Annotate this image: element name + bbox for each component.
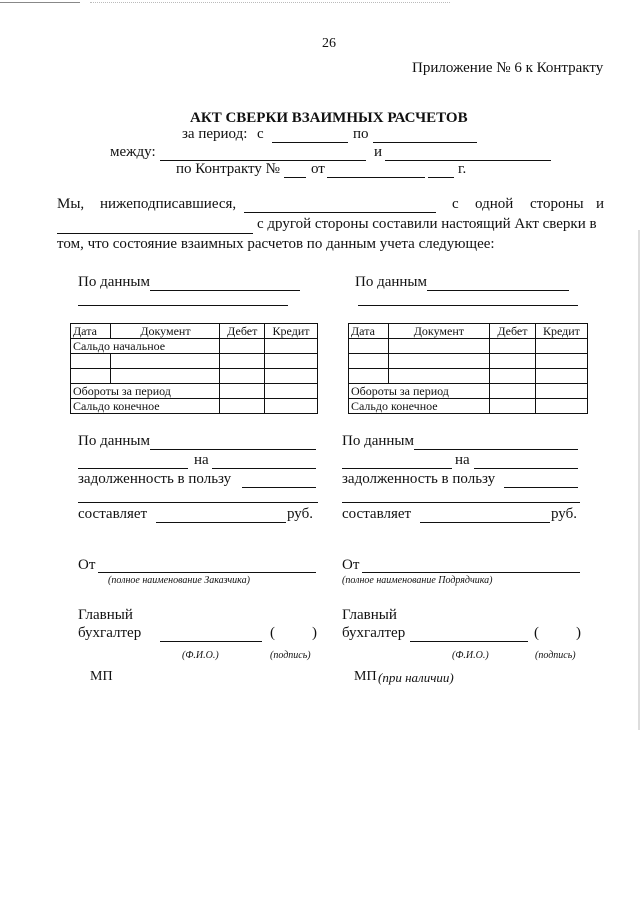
table-cell[interactable]: [535, 369, 587, 384]
col-debit: Дебет: [489, 324, 535, 339]
signatory-two-field[interactable]: [57, 233, 253, 234]
scan-top-line: [0, 2, 80, 3]
contractor-caption: (полное наименование Подрядчика): [342, 575, 493, 586]
table-cell[interactable]: [535, 399, 587, 414]
closing-balance-label: Сальдо конечное: [349, 399, 490, 414]
right-summary-debt: задолженность в пользу: [342, 471, 496, 487]
table-row: [71, 399, 318, 414]
right-chief-label: Главный: [342, 607, 397, 623]
right-ledger-table: [348, 323, 588, 414]
and-label: и: [374, 144, 383, 160]
left-paren-open: (: [270, 625, 275, 641]
left-chief-label: Главный: [78, 607, 133, 623]
page-number: 26: [322, 36, 336, 51]
table-cell[interactable]: [265, 369, 318, 384]
table-row: [349, 354, 588, 369]
contract-date-field[interactable]: [327, 177, 425, 178]
right-by-data-field-2[interactable]: [358, 305, 578, 306]
left-fio-field[interactable]: [160, 641, 262, 642]
right-summary-by-data-field[interactable]: [414, 449, 578, 450]
right-stamp-label: МП: [354, 669, 377, 684]
table-cell[interactable]: [220, 384, 265, 399]
table-cell[interactable]: [489, 354, 535, 369]
right-from-field[interactable]: [362, 572, 580, 573]
left-summary-by-data-field[interactable]: [150, 449, 316, 450]
table-header-row: [349, 324, 588, 339]
left-summary-date-field[interactable]: [212, 468, 316, 469]
right-summary-party-field[interactable]: [342, 468, 452, 469]
col-debit: Дебет: [220, 324, 265, 339]
table-cell[interactable]: [220, 339, 265, 354]
opening-balance-label: Сальдо начальное: [71, 339, 220, 354]
right-summary-on: на: [455, 452, 470, 468]
period-from-label: с: [257, 126, 264, 142]
intro-word: Мы,: [57, 196, 85, 212]
left-summary-debt-field[interactable]: [242, 487, 316, 488]
intro-word: стороны: [530, 196, 584, 212]
right-summary-amount: составляет: [342, 506, 412, 522]
turnover-label: Обороты за период: [71, 384, 220, 399]
right-from-label: От: [342, 557, 360, 573]
appendix-label: Приложение № 6 к Контракту: [412, 60, 604, 76]
table-cell[interactable]: [265, 399, 318, 414]
left-sign-caption: (подпись): [270, 650, 311, 661]
right-stamp-optional: (при наличии): [378, 670, 454, 685]
col-date: Дата: [71, 324, 111, 339]
table-cell[interactable]: [535, 354, 587, 369]
table-cell[interactable]: [349, 354, 389, 369]
period-from-field[interactable]: [272, 142, 348, 143]
between-label: между:: [110, 144, 156, 160]
left-summary-on: на: [194, 452, 209, 468]
table-row: [349, 339, 588, 354]
table-row: [349, 399, 588, 414]
period-to-label: по: [353, 126, 369, 142]
scan-top-line: [90, 2, 450, 3]
intro-word: с: [452, 196, 459, 212]
closing-balance-label: Сальдо конечное: [71, 399, 220, 414]
table-cell[interactable]: [71, 354, 111, 369]
left-ledger-table: [70, 323, 318, 414]
intro-word: одной: [475, 196, 514, 212]
table-row: [71, 384, 318, 399]
left-by-data-field[interactable]: [150, 290, 300, 291]
right-paren-open: (: [534, 625, 539, 641]
signatory-one-field[interactable]: [244, 212, 436, 213]
right-summary-amount-field[interactable]: [420, 522, 550, 523]
right-summary-debt-field[interactable]: [504, 487, 578, 488]
document-title: АКТ СВЕРКИ ВЗАИМНЫХ РАСЧЕТОВ: [190, 110, 468, 126]
left-summary-debt-field-2[interactable]: [78, 502, 318, 503]
customer-caption: (полное наименование Заказчика): [108, 575, 250, 586]
contract-number-field[interactable]: [284, 177, 306, 178]
table-header-row: [71, 324, 318, 339]
intro-word: и: [596, 196, 605, 212]
left-by-data-label: По данным: [78, 274, 150, 290]
year-label: г.: [458, 161, 467, 177]
right-paren-close: ): [576, 625, 581, 641]
right-summary-currency: руб.: [551, 506, 577, 522]
table-cell[interactable]: [111, 369, 220, 384]
left-from-field[interactable]: [98, 572, 316, 573]
table-cell[interactable]: [265, 339, 318, 354]
right-sign-caption: (подпись): [535, 650, 576, 661]
right-accountant-label: бухгалтер: [342, 625, 406, 641]
table-cell[interactable]: [489, 339, 535, 354]
table-cell[interactable]: [535, 384, 587, 399]
table-row: [349, 384, 588, 399]
table-cell[interactable]: [489, 384, 535, 399]
right-fio-field[interactable]: [410, 641, 528, 642]
intro-line2: с другой стороны составили настоящий Акт сверки в: [257, 216, 597, 232]
col-document: Документ: [111, 324, 220, 339]
table-row: [71, 339, 318, 354]
period-to-field[interactable]: [373, 142, 477, 143]
table-cell[interactable]: [220, 369, 265, 384]
left-summary-debt: задолженность в пользу: [78, 471, 232, 487]
col-date: Дата: [349, 324, 389, 339]
intro-line3: том, что состояние взаимных расчетов по данным учета следующее:: [57, 236, 495, 252]
right-summary-by-data: По данным: [342, 433, 414, 449]
left-summary-by-data: По данным: [78, 433, 150, 449]
table-cell[interactable]: [535, 339, 587, 354]
table-cell[interactable]: [220, 354, 265, 369]
right-by-data-field[interactable]: [427, 290, 569, 291]
table-cell[interactable]: [388, 369, 489, 384]
table-cell[interactable]: [349, 369, 389, 384]
left-summary-party-field[interactable]: [78, 468, 188, 469]
party-two-field[interactable]: [385, 160, 551, 161]
right-by-data-label: По данным: [355, 274, 427, 290]
table-cell[interactable]: [265, 384, 318, 399]
table-cell[interactable]: [349, 339, 389, 354]
contract-label: по Контракту №: [176, 161, 280, 177]
table-row: [71, 369, 318, 384]
left-accountant-label: бухгалтер: [78, 625, 142, 641]
table-cell[interactable]: [265, 354, 318, 369]
col-document: Документ: [388, 324, 489, 339]
table-row: [349, 369, 588, 384]
left-summary-amount: составляет: [78, 506, 148, 522]
col-credit: Кредит: [265, 324, 318, 339]
left-by-data-field-2[interactable]: [78, 305, 288, 306]
table-cell[interactable]: [489, 369, 535, 384]
contract-year-field[interactable]: [428, 177, 454, 178]
table-cell[interactable]: [220, 399, 265, 414]
contract-date-label: от: [311, 161, 325, 177]
table-cell[interactable]: [388, 339, 489, 354]
right-summary-debt-field-2[interactable]: [342, 502, 580, 503]
left-from-label: От: [78, 557, 96, 573]
table-cell[interactable]: [388, 354, 489, 369]
turnover-label: Обороты за период: [349, 384, 490, 399]
table-cell[interactable]: [71, 369, 111, 384]
left-summary-currency: руб.: [287, 506, 313, 522]
right-summary-date-field[interactable]: [474, 468, 578, 469]
left-paren-close: ): [312, 625, 317, 641]
right-fio-caption: (Ф.И.О.): [452, 650, 489, 661]
table-cell[interactable]: [111, 354, 220, 369]
period-label: за период:: [182, 126, 248, 142]
col-credit: Кредит: [535, 324, 587, 339]
intro-word: нижеподписавшиеся,: [100, 196, 237, 212]
table-row: [71, 354, 318, 369]
left-fio-caption: (Ф.И.О.): [182, 650, 219, 661]
left-summary-amount-field[interactable]: [156, 522, 286, 523]
left-stamp-label: МП: [90, 669, 113, 684]
table-cell[interactable]: [489, 399, 535, 414]
